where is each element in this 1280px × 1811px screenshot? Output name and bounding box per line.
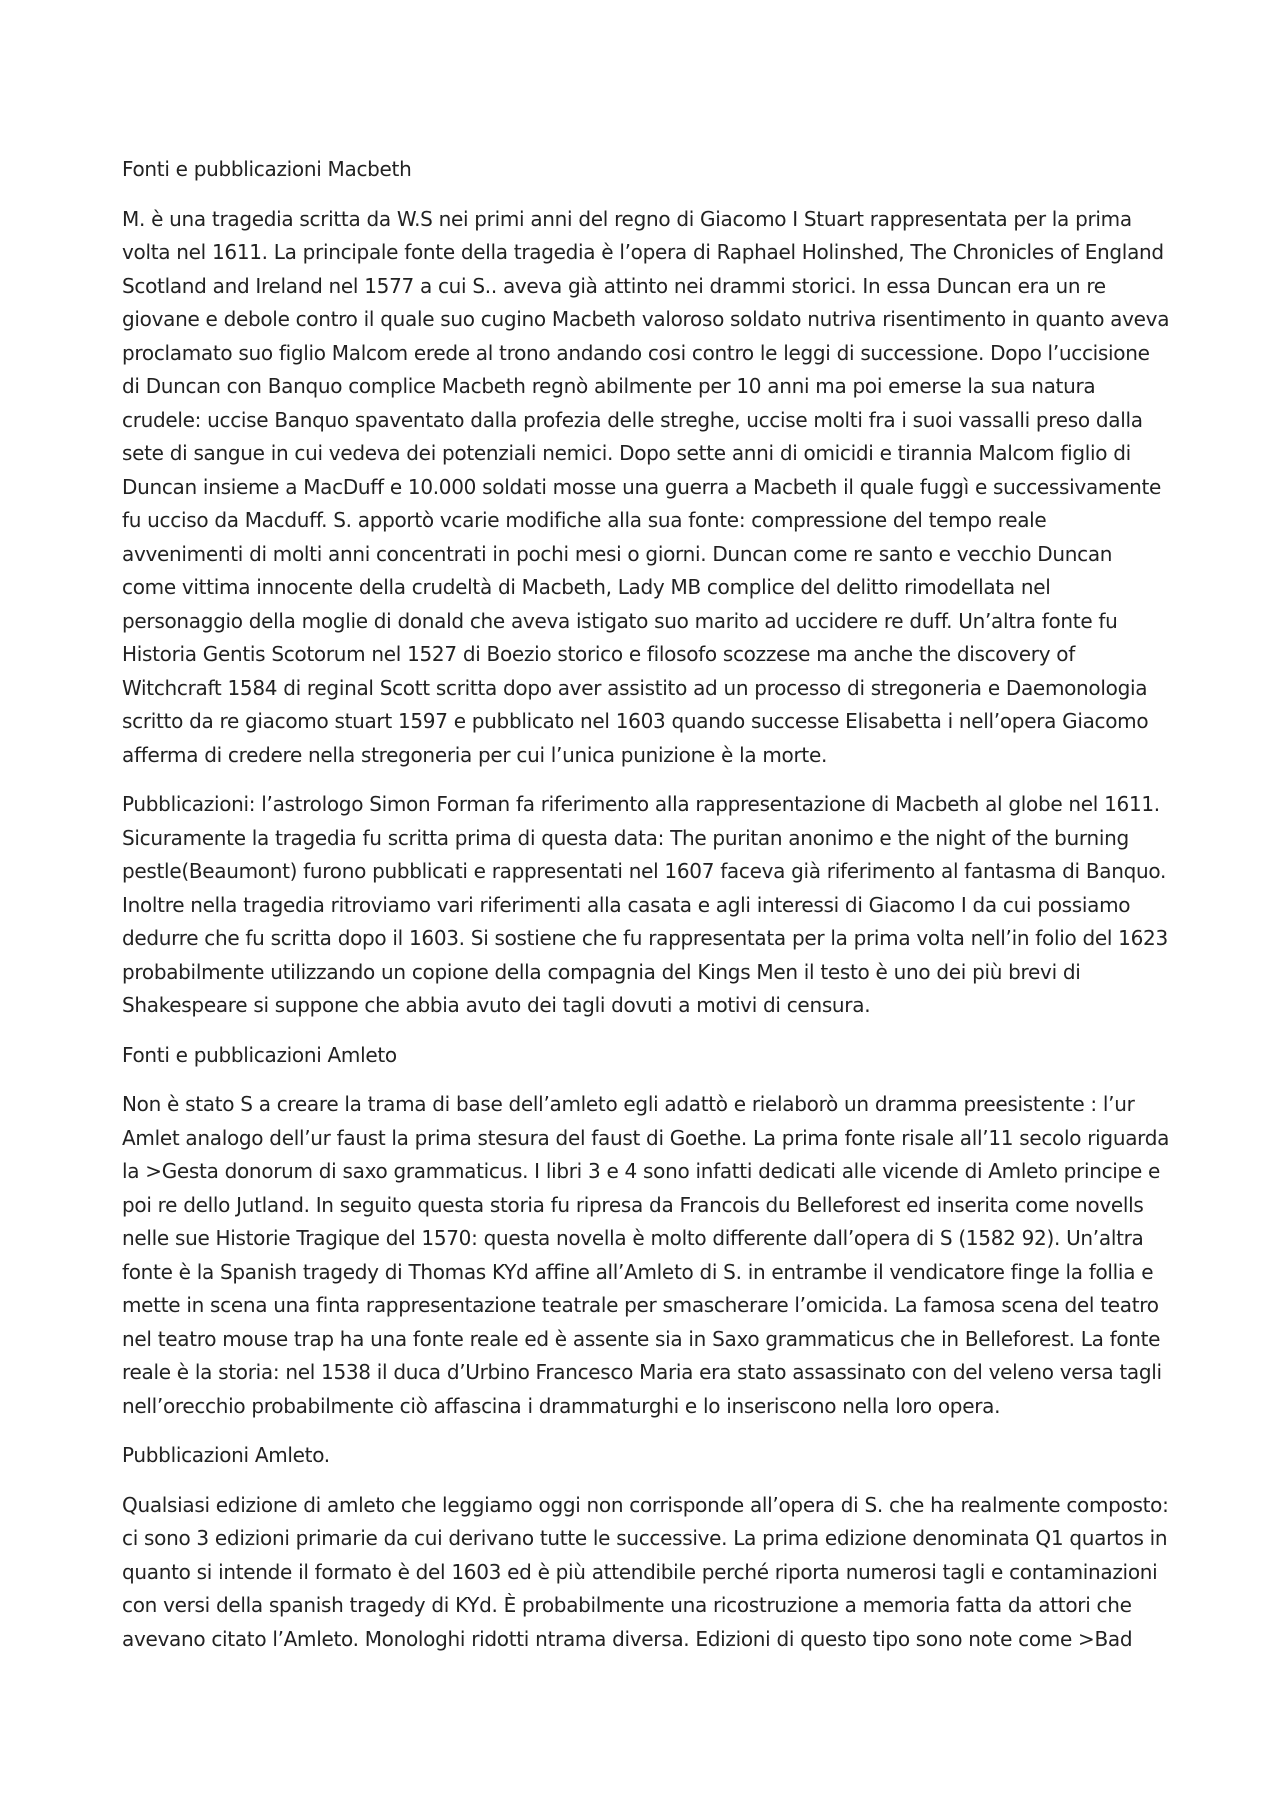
document-page: [122, 153, 1172, 1672]
paragraph-macbeth-publications: Pubblicazioni: l’astrologo Simon Forman fa riferimento alla rappresentazione di Macbeth al globe nel 1611. Sicuramente la tragedia fu scritta prima di questa data: The puritan anonimo e the night of the burning pestle(Beaumont) furono pubblicati e rappresentati nel 1607 faceva già riferimento al fantasma di Banquo. Inoltre nella tragedia ritroviamo vari riferimenti alla casata e agli interessi di Giacomo I da cui possiamo dedurre che fu scritta dopo il 1603. Si sostiene che fu rappresentata per la prima volta nell’in folio del 1623 probabilmente utilizzando un copione della compagnia del Kings Men il testo è uno dei più brevi di Shakespeare si suppone che abbia avuto dei tagli dovuti a motivi di censura.: [122, 792, 1168, 1017]
heading-amleto-publications: Pubblicazioni Amleto.: [122, 1443, 330, 1467]
heading-macbeth: Fonti e pubblicazioni Macbeth: [122, 157, 412, 181]
paragraph-amleto-publications: Qualsiasi edizione di amleto che leggiamo oggi non corrisponde all’opera di S. che ha realmente composto: ci sono 3 edizioni primarie da cui derivano tutte le successive. La prima edizione denominata Q1 quartos in quanto si intende il formato è del 1603 ed è più attendibile perché riporta numerosi tagli e contaminazioni con versi della spanish tragedy di KYd. È probabilmente una ricostruzione a memoria fatta da attori che avevano citato l’Amleto. Monologhi ridotti ntrama diversa. Edizioni di questo tipo sono note come >Bad: [122, 1492, 1169, 1651]
paragraph-amleto-sources: Non è stato S a creare la trama di base dell’amleto egli adattò e rielaborò un dramma preesistente : l’ur Amlet analogo dell’ur faust la prima stesura del faust di Goethe. La prima fonte risale all’11 secolo riguarda la >Gesta donorum di saxo grammaticus. I libri 3 e 4 sono infatti dedicati alle vicende di Amleto principe e poi re dello Jutland. In seguito questa storia fu ripresa da Francois du Belleforest ed inserita come novells nelle sue Historie Tragique del 1570: questa novella è molto differente dall’opera di S (1582 92). Un’altra fonte è la Spanish tragedy di Thomas KYd affine all’Amleto di S. in entrambe il vendicatore finge la follia e mette in scena una finta rappresentazione teatrale per smascherare l’omicida. La famosa scena del teatro nel teatro mouse trap ha una fonte reale ed è assente sia in Saxo grammaticus che in Belleforest. La fonte reale è la storia: nel 1538 il duca d’Urbino Francesco Maria era stato assassinato con del veleno versa tagli nell’orecchio probabilmente ciò affascina i drammaturghi e lo inseriscono nella loro opera.: [122, 1092, 1170, 1418]
heading-amleto: Fonti e pubblicazioni Amleto: [122, 1042, 397, 1067]
paragraph-macbeth-sources: M. è una tragedia scritta da W.S nei primi anni del regno di Giacomo I Stuart rappresentata per la prima volta nel 1611. La principale fonte della tragedia è l’opera di Raphael Holinshed, The Chronicles of England Scotland and Ireland nel 1577 a cui S.. aveva già attinto nei drammi storici. In essa Duncan era un re giovane e debole contro il quale suo cugino Macbeth valoroso soldato nutriva risentimento in quanto aveva proclamato suo figlio Malcom erede al trono andando cosi contro le leggi di successione. Dopo l’uccisione di Duncan con Banquo complice Macbeth regnò abilmente per 10 anni ma poi emerse la sua natura crudele: uccise Banquo spaventato dalla profezia delle streghe, uccise molti fra i suoi vassalli preso dalla sete di sangue in cui vedeva dei potenziali nemici. Dopo sette anni di omicidi e tirannia Malcom figlio di Duncan insieme a MacDuff e 10.000 soldati mosse una guerra a Macbeth il quale fuggì e successivamente fu ucciso da Macduff. S. apportò vcarie modifiche alla sua fonte: compressione del tempo reale avvenimenti di molti anni concentrati in pochi mesi o giorni. Duncan come re santo e vecchio Duncan come vittima innocente della crudeltà di Macbeth, Lady MB complice del delitto rimodellata nel personaggio della moglie di donald che aveva istigato suo marito ad uccidere re duff. Un’altra fonte fu Historia Gentis Scotorum nel 1527 di Boezio storico e filosofo scozzese ma anche the discovery of Witchcraft 1584 di reginal Scott scritta dopo aver assistito ad un processo di stregoneria e Daemonologia scritto da re giacomo stuart 1597 e pubblicato nel 1603 quando successe Elisabetta i nell’opera Giacomo afferma di credere nella stregoneria per cui l’unica punizione è la morte.: [122, 206, 1170, 767]
